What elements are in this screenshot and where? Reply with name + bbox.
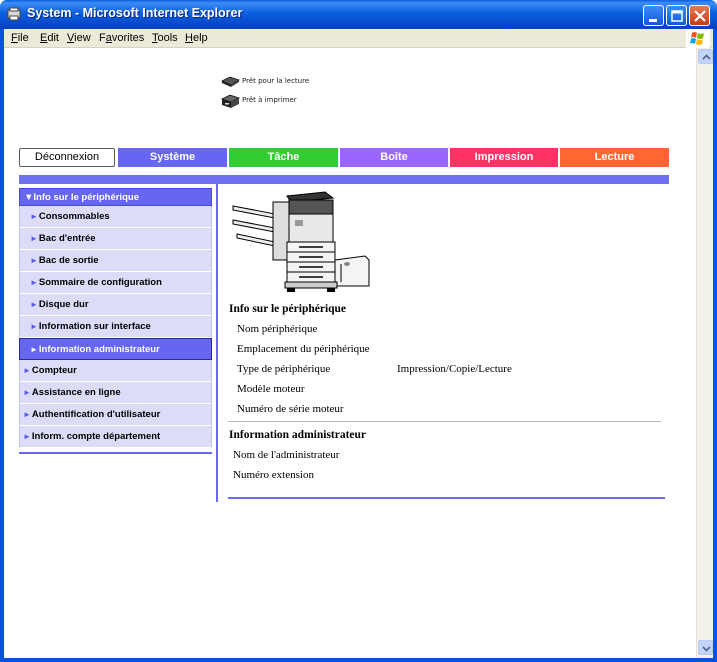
admin-name-label: Nom de l'administrateur — [233, 449, 340, 461]
triangle-right-icon: ► — [23, 388, 31, 397]
device-type-value: Impression/Copie/Lecture — [397, 363, 512, 375]
window-title: System - Microsoft Internet Explorer — [27, 6, 243, 20]
section-divider — [228, 421, 661, 422]
sidebar-end-rule — [19, 452, 212, 454]
sidebar-item-compte-departement[interactable]: ►Inform. compte département — [19, 426, 212, 448]
triangle-right-icon: ► — [30, 256, 38, 265]
sidebar-item-disque-dur[interactable]: ►Disque dur — [19, 294, 212, 316]
printer-icon — [220, 92, 240, 110]
copier-device-illustration — [229, 190, 374, 295]
page-content — [4, 48, 713, 658]
engine-serial-label: Numéro de série moteur — [237, 403, 344, 415]
vertical-divider — [216, 184, 218, 502]
printer-status — [220, 92, 297, 110]
title-bar — [0, 0, 717, 29]
menu-help[interactable]: Help — [185, 32, 208, 44]
triangle-right-icon: ► — [30, 345, 38, 354]
menu-bar — [4, 29, 713, 48]
windows-logo-icon — [686, 29, 710, 48]
close-button[interactable] — [689, 5, 710, 26]
menu-view[interactable]: View — [67, 32, 91, 44]
sidebar-item-assistance-en-ligne[interactable]: ►Assistance en ligne — [19, 382, 212, 404]
scanner-status — [220, 73, 310, 91]
maximize-icon — [667, 6, 688, 27]
window-bottom-border — [0, 658, 717, 662]
header-divider — [19, 175, 669, 184]
maximize-button[interactable] — [666, 5, 687, 26]
app-icon — [6, 6, 22, 22]
content-end-rule — [228, 497, 665, 499]
device-location-label: Emplacement du périphérique — [237, 343, 370, 355]
menu-file[interactable]: File — [11, 32, 29, 44]
chevron-up-icon — [699, 50, 713, 65]
sidebar-item-information-interface[interactable]: ►Information sur interface — [19, 316, 212, 338]
triangle-right-icon: ► — [23, 366, 31, 375]
menu-tools[interactable]: Tools — [152, 32, 178, 44]
menu-edit[interactable]: Edit — [40, 32, 59, 44]
close-icon — [690, 6, 711, 27]
sidebar-item-consommables[interactable]: ►Consommables — [19, 206, 212, 228]
menu-favorites[interactable]: Favorites — [99, 32, 145, 44]
minimize-icon — [644, 6, 665, 27]
tab-tache[interactable]: Tâche — [229, 148, 338, 167]
device-type-label: Type de périphérique — [237, 363, 331, 375]
tab-impression[interactable]: Impression — [450, 148, 558, 167]
engine-model-label: Modèle moteur — [237, 383, 305, 395]
device-name-label: Nom périphérique — [237, 323, 318, 335]
admin-info-title: Information administrateur — [229, 429, 367, 441]
scanner-status-text: Prêt pour la lecture — [242, 77, 310, 85]
sidebar-item-bac-entree[interactable]: ►Bac d'entrée — [19, 228, 212, 250]
triangle-right-icon: ► — [23, 410, 31, 419]
tab-lecture[interactable]: Lecture — [560, 148, 669, 167]
printer-status-text: Prêt à imprimer — [242, 96, 297, 104]
tab-boite[interactable]: Boîte — [340, 148, 448, 167]
tab-systeme[interactable]: Système — [118, 148, 227, 167]
sidebar-nav — [19, 188, 212, 454]
triangle-right-icon: ► — [30, 212, 38, 221]
sidebar-item-information-administrateur[interactable]: ►Information administrateur — [19, 338, 212, 360]
chevron-down-icon — [699, 641, 713, 656]
minimize-button[interactable] — [643, 5, 664, 26]
scanner-icon — [220, 73, 240, 89]
triangle-right-icon: ► — [30, 322, 38, 331]
triangle-right-icon: ► — [23, 432, 31, 441]
triangle-right-icon: ► — [30, 300, 38, 309]
scroll-up-button[interactable] — [698, 49, 713, 64]
scroll-down-button[interactable] — [698, 640, 713, 655]
extension-number-label: Numéro extension — [233, 469, 314, 481]
logout-button[interactable]: Déconnexion — [19, 148, 115, 167]
vertical-scrollbar[interactable] — [696, 48, 713, 658]
sidebar-item-authentification-utilisateur[interactable]: ►Authentification d'utilisateur — [19, 404, 212, 426]
triangle-right-icon: ► — [30, 278, 38, 287]
triangle-right-icon: ► — [30, 234, 38, 243]
sidebar-item-info-peripherique[interactable]: ▼Info sur le périphérique — [19, 188, 212, 206]
sidebar-item-sommaire-configuration[interactable]: ►Sommaire de configuration — [19, 272, 212, 294]
sidebar-item-compteur[interactable]: ►Compteur — [19, 360, 212, 382]
sidebar-item-bac-sortie[interactable]: ►Bac de sortie — [19, 250, 212, 272]
device-info-title: Info sur le périphérique — [229, 303, 347, 315]
